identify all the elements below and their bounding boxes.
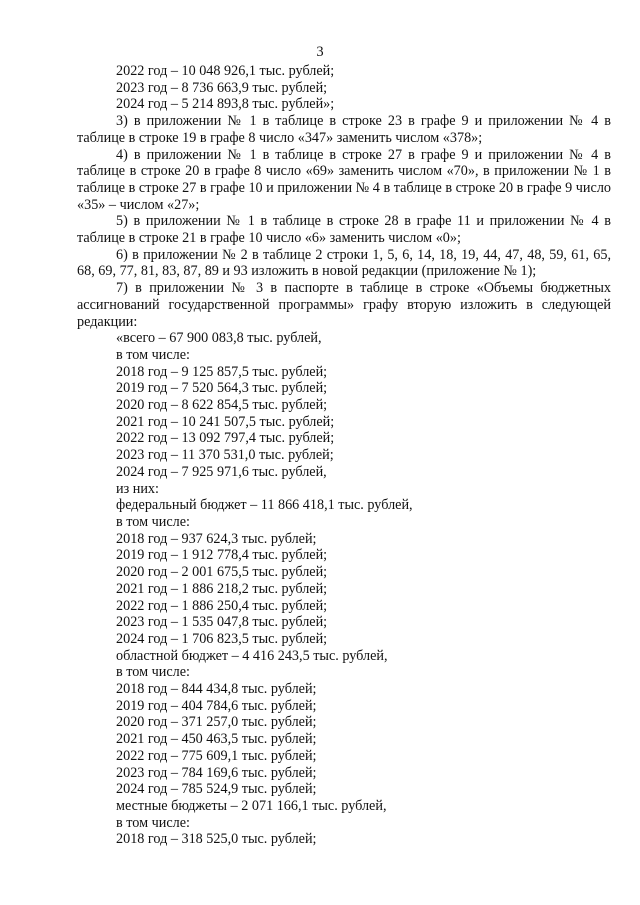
local-budget-line: местные бюджеты – 2 071 166,1 тыс. рублей,: [116, 797, 387, 814]
text-line: 2022 год – 10 048 926,1 тыс. рублей;: [116, 63, 335, 79]
year-amount-line: 2018 год – 937 624,3 тыс. рублей;: [116, 530, 317, 547]
text-line: из них:: [116, 480, 159, 497]
year-amount-line: 2024 год – 785 524,9 тыс. рублей;: [116, 781, 317, 798]
text-line: 2024 год – 5 214 893,8 тыс. рублей»;: [116, 96, 335, 113]
year-amount-line: 2020 год – 2 001 675,5 тыс. рублей;: [116, 564, 328, 581]
text-line: в том числе:: [116, 814, 190, 831]
federal-budget-line: федеральный бюджет – 11 866 418,1 тыс. рублей,: [116, 497, 413, 514]
text-line: 2023 год – 8 736 663,9 тыс. рублей;: [116, 79, 328, 96]
year-amount-line: 2022 год – 1 886 250,4 тыс. рублей;: [116, 597, 328, 614]
year-amount-line: 2019 год – 404 784,6 тыс. рублей;: [116, 697, 317, 714]
document-body: [77, 63, 611, 848]
regional-budget-line: областной бюджет – 4 416 243,5 тыс. рублей,: [116, 647, 388, 664]
year-amount-line: 2023 год – 11 370 531,0 тыс. рублей;: [116, 447, 334, 464]
text-line: в том числе:: [116, 664, 190, 681]
year-amount-line: 2020 год – 8 622 854,5 тыс. рублей;: [116, 397, 328, 414]
year-amount-line: 2022 год – 775 609,1 тыс. рублей;: [116, 747, 317, 764]
amendment-paragraph-6: 6) в приложении № 2 в таблице 2 строки 1, 5, 6, 14, 18, 19, 44, 47, 48, 59, 61, 65, 68, 69, 77, 81, 83, 87, 89 и 93 изложить в новой редакции (приложение № 1);: [77, 246, 611, 280]
year-amount-line: 2021 год – 1 886 218,2 тыс. рублей;: [116, 580, 328, 597]
text-line: в том числе:: [116, 346, 190, 363]
year-amount-line: 2021 год – 10 241 507,5 тыс. рублей;: [116, 413, 335, 430]
year-amount-line: 2023 год – 784 169,6 тыс. рублей;: [116, 764, 317, 781]
budget-total-line: «всего – 67 900 083,8 тыс. рублей,: [116, 330, 322, 347]
year-amount-line: 2020 год – 371 257,0 тыс. рублей;: [116, 714, 317, 731]
page-number: 3: [316, 44, 324, 60]
year-amount-line: 2018 год – 318 525,0 тыс. рублей;: [116, 831, 317, 848]
year-amount-line: 2019 год – 1 912 778,4 тыс. рублей;: [116, 547, 328, 564]
amendment-paragraph-3: 3) в приложении № 1 в таблице в строке 23 в графе 9 и приложении № 4 в таблице в строке 19 в графе 8 число «347» заменить числом «378»;: [77, 113, 611, 146]
year-amount-line: 2023 год – 1 535 047,8 тыс. рублей;: [116, 614, 328, 631]
year-amount-line: 2018 год – 844 434,8 тыс. рублей;: [116, 681, 317, 698]
amendment-paragraph-7: 7) в приложении № 3 в паспорте в таблице в строке «Объемы бюджетных ассигнований государственной программы» графу вторую изложить в следующей редакции:: [77, 280, 611, 330]
amendment-paragraph-5: 5) в приложении № 1 в таблице в строке 28 в графе 11 и приложении № 4 в таблице в строке 21 в графе 10 число «6» заменить числом «0»;: [77, 213, 611, 247]
year-amount-line: 2024 год – 7 925 971,6 тыс. рублей,: [116, 463, 327, 480]
year-amount-line: 2018 год – 9 125 857,5 тыс. рублей;: [116, 363, 328, 380]
text-line: в том числе:: [116, 513, 190, 530]
year-amount-line: 2019 год – 7 520 564,3 тыс. рублей;: [116, 380, 328, 397]
year-amount-line: 2022 год – 13 092 797,4 тыс. рублей;: [116, 430, 335, 447]
amendment-paragraph-4: 4) в приложении № 1 в таблице в строке 27 в графе 9 и приложении № 4 в таблице в строке 20 в графе 8 число «69» заменить числом «70», в приложении № 1 в таблице в строке 27 в графе 10 и приложении № 4 в таблице в строке 20 в графе 9 число «35» – числом «27»;: [77, 146, 611, 213]
year-amount-line: 2021 год – 450 463,5 тыс. рублей;: [116, 731, 317, 748]
year-amount-line: 2024 год – 1 706 823,5 тыс. рублей;: [116, 630, 328, 647]
